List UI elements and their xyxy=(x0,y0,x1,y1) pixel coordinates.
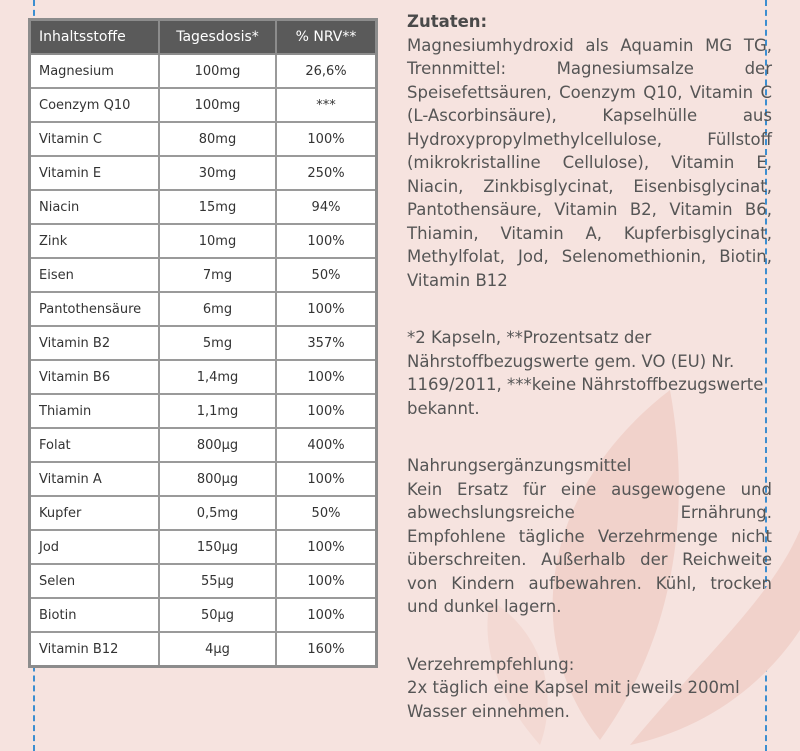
cell-ingredient: Selen xyxy=(30,564,160,598)
header-nrv: % NRV** xyxy=(276,20,377,55)
cell-ingredient: Jod xyxy=(30,530,160,564)
table-row xyxy=(30,394,377,428)
cell-dose: 1,1mg xyxy=(159,394,276,428)
cell-nrv: 100% xyxy=(276,224,377,258)
cell-nrv: 50% xyxy=(276,496,377,530)
cell-nrv: 400% xyxy=(276,428,377,462)
cell-nrv: 100% xyxy=(276,598,377,632)
recommendation-text: 2x täglich eine Kapsel mit jeweils 200ml Wasser einnehmen. xyxy=(407,678,740,721)
cell-nrv: 100% xyxy=(276,394,377,428)
table-row xyxy=(30,190,377,224)
cell-ingredient: Folat xyxy=(30,428,160,462)
ingredients-text: Magnesiumhydroxid als Aquamin MG TG, Trennmittel: Magnesiumsalze der Speisefettsäuren, Coenzym Q10, Vitamin C (L-Ascorbinsäure), Kapselhülle aus Hydroxypropylmethylcellulose, Füllstoff (mikrokristalline Cellulose), Vitamin E, Niacin, Zinkbisglycinat, Eisenbisglycinat, Pantothensäure, Vitamin B2, Vitamin B6, Thiamin, Vitamin A, Kupferbisglycinat, Methylfolat, Jod, Selenomethionin, Biotin, Vitamin B12 xyxy=(407,35,772,290)
cell-nrv: 26,6% xyxy=(276,54,377,88)
cell-nrv: 160% xyxy=(276,632,377,667)
cell-ingredient: Pantothensäure xyxy=(30,292,160,326)
table-row xyxy=(30,54,377,88)
cell-nrv: 357% xyxy=(276,326,377,360)
table-row xyxy=(30,530,377,564)
cell-nrv: 100% xyxy=(276,564,377,598)
cell-dose: 800µg xyxy=(159,428,276,462)
cell-nrv: *** xyxy=(276,88,377,122)
cell-dose: 100mg xyxy=(159,88,276,122)
cell-ingredient: Kupfer xyxy=(30,496,160,530)
cell-dose: 5mg xyxy=(159,326,276,360)
table-row xyxy=(30,258,377,292)
cell-dose: 55µg xyxy=(159,564,276,598)
cell-ingredient: Niacin xyxy=(30,190,160,224)
nutrition-table xyxy=(28,18,378,668)
cell-dose: 800µg xyxy=(159,462,276,496)
table-row xyxy=(30,564,377,598)
table-row xyxy=(30,224,377,258)
cell-ingredient: Coenzym Q10 xyxy=(30,88,160,122)
cell-ingredient: Vitamin C xyxy=(30,122,160,156)
cell-ingredient: Vitamin B12 xyxy=(30,632,160,667)
spacer xyxy=(407,619,772,653)
cell-dose: 1,4mg xyxy=(159,360,276,394)
table-row xyxy=(30,428,377,462)
table-row xyxy=(30,632,377,667)
cell-dose: 7mg xyxy=(159,258,276,292)
table-row xyxy=(30,88,377,122)
cell-ingredient: Eisen xyxy=(30,258,160,292)
table-row xyxy=(30,360,377,394)
cell-nrv: 100% xyxy=(276,360,377,394)
cell-nrv: 250% xyxy=(276,156,377,190)
table-row xyxy=(30,122,377,156)
cell-nrv: 100% xyxy=(276,292,377,326)
cell-dose: 150µg xyxy=(159,530,276,564)
cell-dose: 80mg xyxy=(159,122,276,156)
cell-nrv: 100% xyxy=(276,122,377,156)
header-ingredient: Inhaltsstoffe xyxy=(30,20,160,55)
table-row xyxy=(30,326,377,360)
cell-dose: 15mg xyxy=(159,190,276,224)
cell-ingredient: Vitamin A xyxy=(30,462,160,496)
cell-nrv: 50% xyxy=(276,258,377,292)
cell-dose: 0,5mg xyxy=(159,496,276,530)
spacer xyxy=(407,292,772,326)
table-row xyxy=(30,292,377,326)
recommendation-heading: Verzehrempfehlung: xyxy=(407,654,575,674)
table-row xyxy=(30,462,377,496)
cell-ingredient: Zink xyxy=(30,224,160,258)
cell-ingredient: Vitamin B6 xyxy=(30,360,160,394)
footnote-text: *2 Kapseln, **Prozentsatz der Nährstoffbezugswerte gem. VO (EU) Nr. 1169/2011, ***keine Nährstoffbezugswerte bekannt. xyxy=(407,328,764,418)
ingredients-heading: Zutaten: xyxy=(407,12,488,31)
table-row xyxy=(30,598,377,632)
table-header-row xyxy=(30,20,377,55)
cell-ingredient: Vitamin B2 xyxy=(30,326,160,360)
label-text-column xyxy=(407,10,772,723)
supplement-heading: Nahrungsergänzungsmittel xyxy=(407,456,632,475)
supplement-text: Kein Ersatz für eine ausgewogene und abwechslungsreiche Ernährung. Empfohlene tägliche Verzehrmenge nicht überschreiten. Außerhalb der Reichweite von Kindern aufbewahren. Kühl, trocken und dunkel lagern. xyxy=(407,479,772,616)
table-row xyxy=(30,156,377,190)
cell-dose: 6mg xyxy=(159,292,276,326)
cell-ingredient: Vitamin E xyxy=(30,156,160,190)
cell-nrv: 94% xyxy=(276,190,377,224)
cell-dose: 4µg xyxy=(159,632,276,667)
cell-dose: 30mg xyxy=(159,156,276,190)
table-row xyxy=(30,496,377,530)
cell-nrv: 100% xyxy=(276,530,377,564)
spacer xyxy=(407,420,772,454)
cell-dose: 10mg xyxy=(159,224,276,258)
header-daily-dose: Tagesdosis* xyxy=(159,20,276,55)
cell-dose: 50µg xyxy=(159,598,276,632)
cell-nrv: 100% xyxy=(276,462,377,496)
cell-ingredient: Thiamin xyxy=(30,394,160,428)
cell-ingredient: Magnesium xyxy=(30,54,160,88)
cell-dose: 100mg xyxy=(159,54,276,88)
cell-ingredient: Biotin xyxy=(30,598,160,632)
